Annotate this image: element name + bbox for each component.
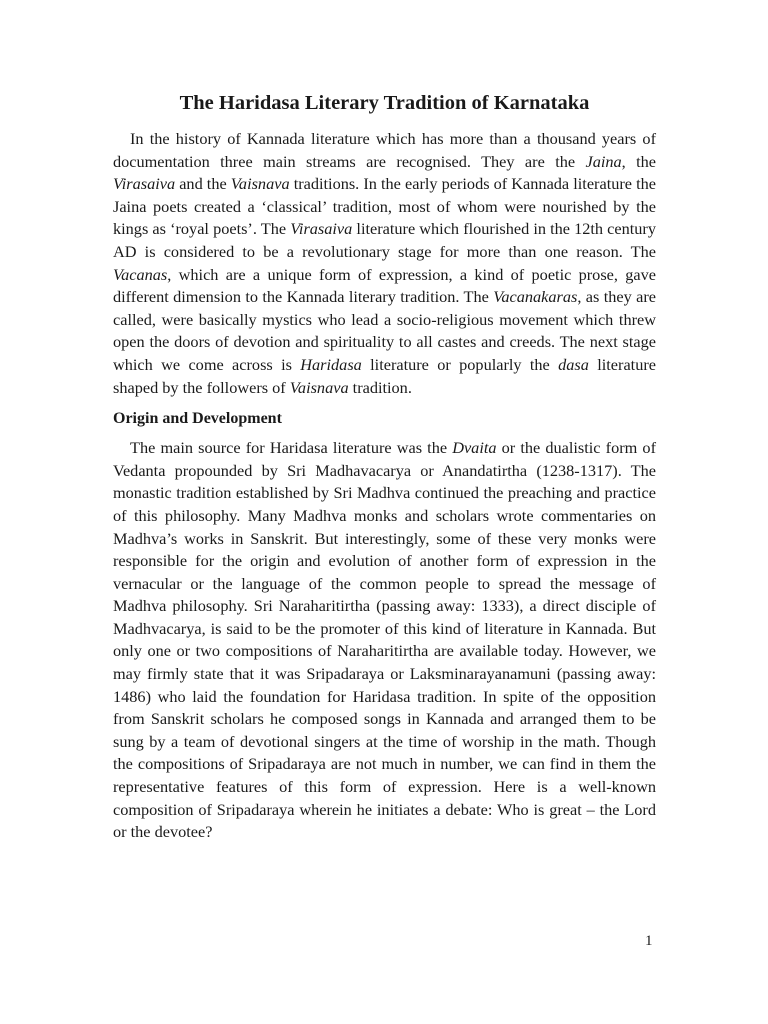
intro-italic-3: Vaisnava (230, 174, 290, 194)
intro-text-7: , as they are called, were basically mystics who lead a socio-religious movement which threw open the doors of devotion and spirituality to all castes and creeds. The next stage which we come across is (113, 287, 656, 374)
section-paragraph (113, 437, 656, 844)
intro-italic-8: dasa (558, 354, 589, 374)
document-title: The Haridasa Literary Tradition of Karnataka (179, 92, 590, 114)
intro-italic-5: Vacanas (113, 264, 168, 284)
intro-italic-1: Jaina (585, 151, 622, 171)
intro-text-4: traditions. In the early periods of Kannada literature the Jaina poets created a ‘classical’ tradition, most of whom were nourished by the kings as ‘royal poets’. The (113, 174, 656, 239)
intro-text-3: and the (175, 174, 231, 194)
intro-italic-9: Vaisnava (289, 377, 349, 397)
document-page (113, 88, 656, 844)
intro-italic-7: Haridasa (300, 354, 362, 374)
intro-text-6: , which are a unique form of expression, a kind of poetic prose, gave different dimension to the Kannada literary tradition. The (113, 264, 656, 307)
intro-text-8: literature or popularly the (361, 354, 559, 374)
section-text-1: The main source for Haridasa literature was the (130, 438, 453, 458)
intro-italic-4: Virasaiva (290, 219, 353, 239)
intro-text-10: tradition. (348, 377, 412, 397)
intro-text-9: literature shaped by the followers of (113, 354, 656, 397)
intro-text-5: literature which flourished in the 12th century AD is considered to be a revolutionary stage for more than one reason. The (113, 219, 656, 261)
intro-italic-6: Vacanakaras (493, 287, 578, 307)
section-text-2: or the dualistic form of Vedanta propounded by Sri Madhavacarya or Anandatirtha (1238-1317). The monastic tradition established by Sri Madhva continued the preaching and practice of this philosophy. Many Madhva monks and scholars wrote commentaries on Madhva’s works in Sanskrit. But interestingly, some of these very monks were responsible for the origin and evolution of another form of expression in the vernacular or the language of the common people to spread the message of Madhva philosophy. Sri Naraharitirtha (passing away: 1333), a direct disciple of Madhvacarya, is said to be the promoter of this kind of literature in Kannada. But only one or two compositions of Naraharitirtha are available today. However, we may firmly state that it was Sripadaraya or Laksminarayanamuni (passing away: 1486) who laid the foundation for Haridasa tradition. In spite of the opposition from Sanskrit scholars he composed songs in Kannada and arranged them to be sung by a team of devotional singers at the time of worship in the math. Though the compositions of Sripadaraya are not much in number, we can find in them the representative features of this form of expression. Here is a well-known composition of Sripadaraya wherein he initiates a debate: Who is great – the Lord or the devotee? (113, 438, 656, 842)
section-italic-1: Dvaita (452, 438, 497, 458)
intro-text-1: In the history of Kannada literature which has more than a thousand years of documentation three main streams are recognised. They are the (113, 129, 656, 171)
intro-text-2: , the (621, 151, 657, 171)
intro-paragraph (113, 128, 656, 399)
section-heading: Origin and Development (113, 410, 282, 428)
page-number: 1 (645, 933, 653, 949)
intro-italic-2: Virasaiva (113, 174, 176, 194)
